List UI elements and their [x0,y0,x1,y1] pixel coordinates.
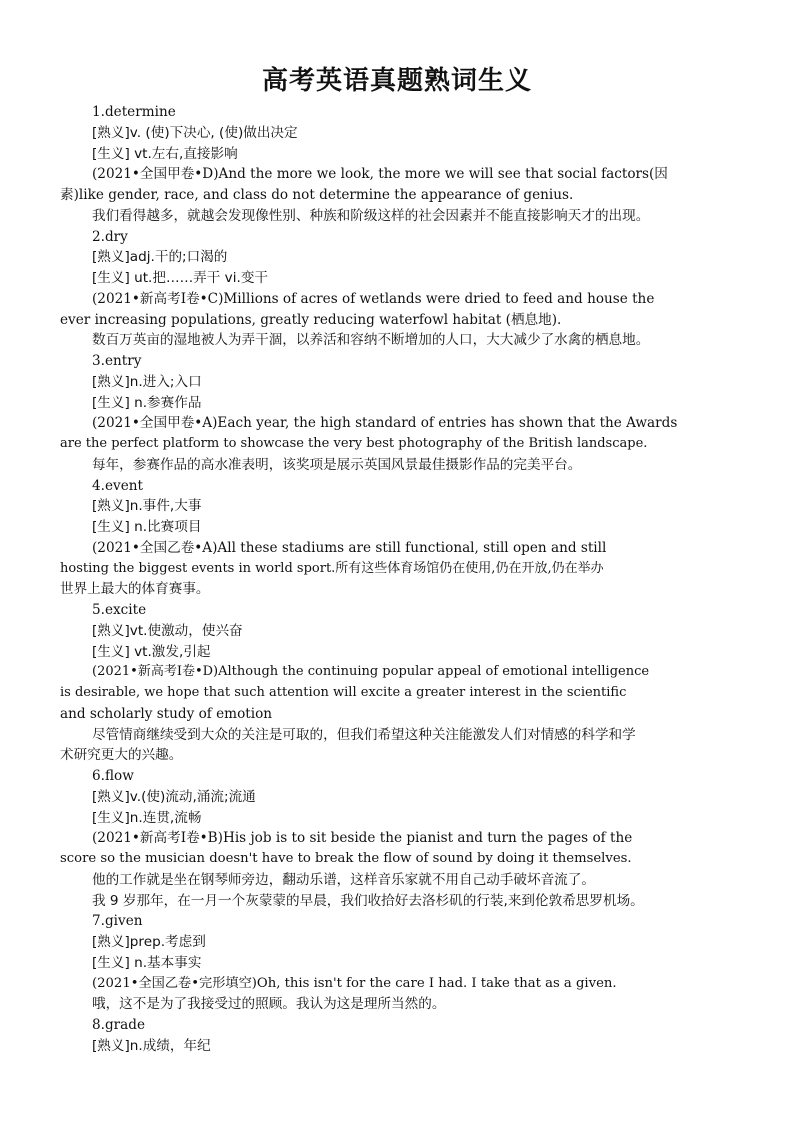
familiar-meaning: [熟义]n.进入;入口 [92,373,202,390]
example-sentence: (2021•新高考Ⅰ卷•B)His job is to sit beside the pianist and turn the pages of the [92,830,633,847]
entry-word: 3.entry [92,353,142,369]
example-sentence-cont: are the perfect platform to showcase the very best photography of the British landscape. [60,436,648,451]
example-sentence-cont: hosting the biggest events in world sport.所有这些体育场馆仍在使用,仍在开放,仍在举办 [60,560,604,576]
entry-word: 5.excite [92,602,147,618]
entry-word: 4.event [92,477,143,494]
translation: 数百万英亩的湿地被人为弄干涸，以养活和容纳不断增加的人口，大大减少了水禽的栖息地。 [92,332,650,349]
translation: 我们看得越多，就越会发现像性别、种族和阶级这样的社会因素并不能直接影响天才的出现。 [92,207,650,224]
translation: 尽管情商继续受到大众的关注是可取的，但我们希望这种关注能激发人们对情感的科学和学 [92,726,636,743]
entry-word: 1.determine [92,104,176,120]
familiar-meaning: [熟义]n.事件,大事 [92,498,202,515]
new-meaning: [生义] n.参赛作品 [92,394,202,411]
example-sentence: (2021•全国甲卷•A)Each year, the high standard of entries has shown that the Awards [92,415,678,432]
new-meaning: [生义] n.基本事实 [92,954,202,971]
familiar-meaning: [熟义]prep.考虑到 [92,934,206,950]
example-sentence-cont: ever increasing populations, greatly reducing waterfowl habitat (栖息地). [60,311,562,328]
familiar-meaning: [熟义]v. (使)下决心, (使)做出决定 [92,124,298,141]
example-sentence-cont: 素)like gender, race, and class do not determine the appearance of genius. [60,187,574,203]
new-meaning: [生义]n.连贯,流畅 [92,809,202,826]
translation: 哦，这不是为了我接受过的照顾。我认为这是理所当然的。 [92,996,446,1013]
example-sentence: (2021•全国甲卷•D)And the more we look, the more we will see that social factors(因 [92,166,668,183]
familiar-meaning: [熟义]adj.干的;口渴的 [92,249,228,266]
familiar-meaning: [熟义]v.(使)流动,涌流;流通 [92,788,256,805]
example-sentence: (2021•全国乙卷•完形填空)Oh, this isn't for the care I had. I take that as a given. [92,975,617,991]
translation: 他的工作就是坐在钢琴师旁边，翻动乐谱，这样音乐家就不用自己动手破坏音流了。 [92,871,595,888]
example-sentence-cont: is desirable, we hope that such attention will excite a greater interest in the scientific [60,685,627,700]
example-sentence: (2021•新高考Ⅰ卷•D)Although the continuing popular appeal of emotional intelligence [92,664,650,680]
example-sentence-cont: and scholarly study of emotion [60,705,273,722]
new-meaning: [生义] vt.左右,直接影响 [92,145,238,162]
entry-word: 7.given [92,913,143,930]
page-title: 高考英语真题熟词生义 [261,66,532,96]
example-sentence: (2021•新高考Ⅰ卷•C)Millions of acres of wetlands were dried to feed and house the [92,290,655,307]
example-sentence-cont: score so the musician doesn't have to break the flow of sound by doing it themselves. [60,851,632,866]
entry-word: 2.dry [92,228,128,245]
translation-extra: 我 9 岁那年，在一月一个灰蒙蒙的早晨，我们收拾好去洛杉矶的行装,来到伦敦希思罗机场。 [92,892,644,909]
new-meaning: [生义] vt.激发,引起 [92,643,211,660]
translation: 每年，参赛作品的高水准表明，该奖项是展示英国风景最佳摄影作品的完美平台。 [92,456,582,473]
familiar-meaning: [熟义]n.成绩，年纪 [92,1037,211,1054]
document-body [60,102,734,1057]
entry-word: 8.grade [92,1017,146,1033]
new-meaning: [生义] n.比赛项目 [92,519,202,535]
translation-cont: 术研究更大的兴趣。 [60,747,183,764]
translation: 世界上最大的体育赛事。 [60,581,210,598]
example-sentence: (2021•全国乙卷•A)All these stadiums are still functional, still open and still [92,539,607,556]
new-meaning: [生义] ut.把……弄干 vi.变干 [92,270,269,286]
familiar-meaning: [熟义]vt.使激动，使兴奋 [92,622,243,639]
entry-word: 6.flow [92,768,134,784]
